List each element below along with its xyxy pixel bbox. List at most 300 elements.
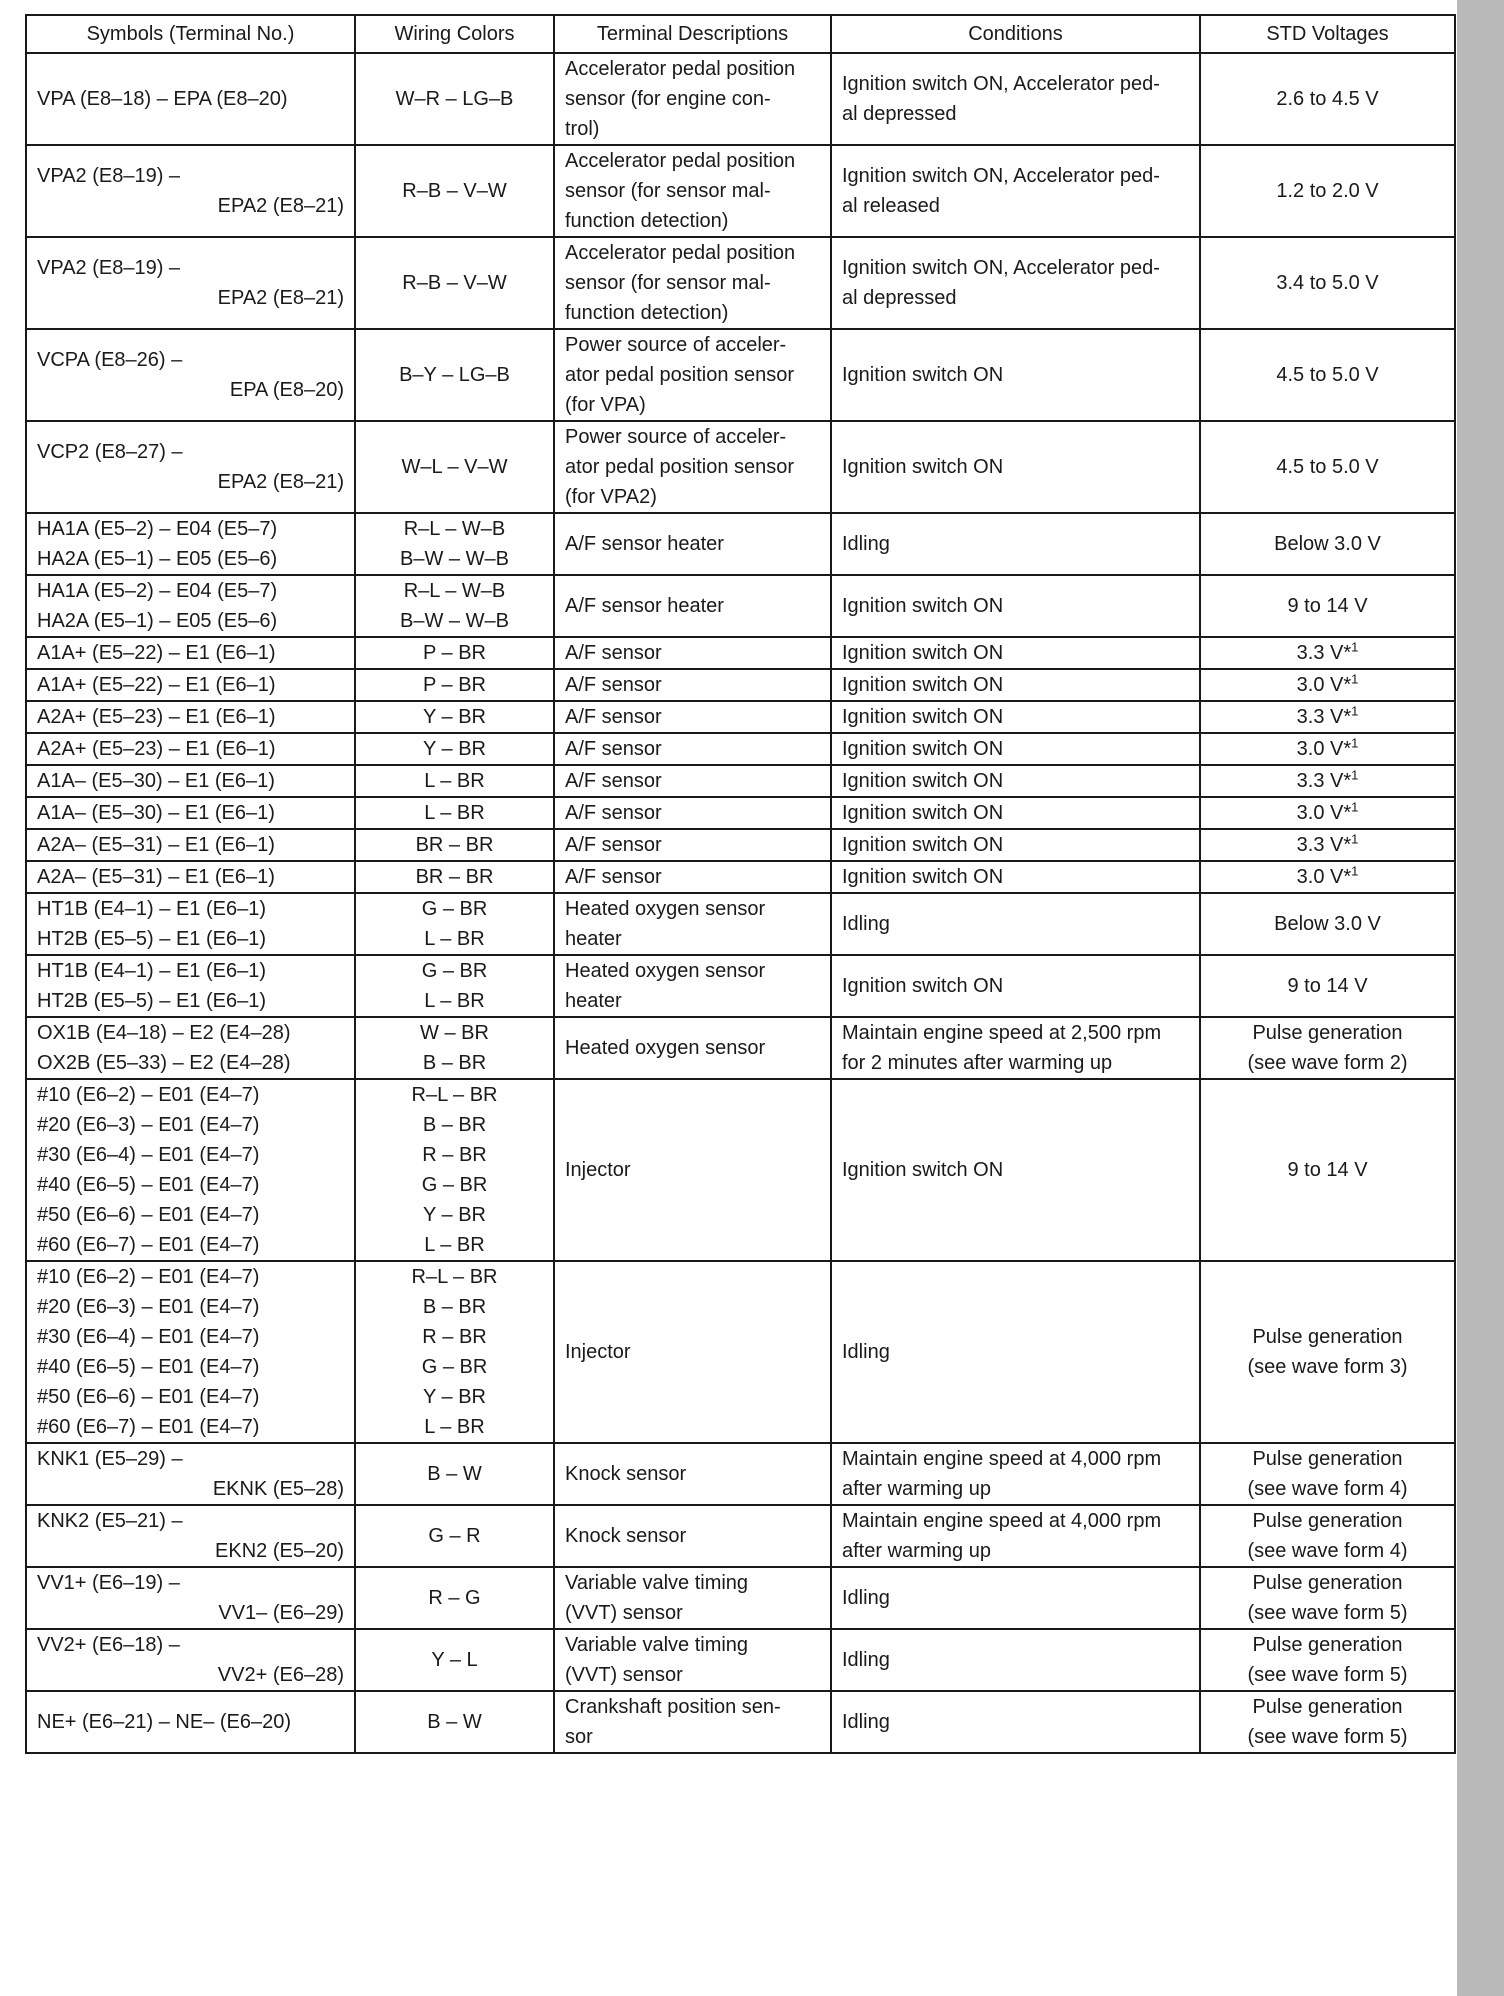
table-body [26,53,1455,1753]
wiring-colors-line: B – W [427,1711,482,1733]
wiring-colors-cell [355,955,554,1017]
footnote-marker: 1 [1351,831,1359,847]
wiring-colors-cell [355,1443,554,1505]
std-voltage-line: 3.0 V* [1296,738,1352,760]
description-line: sor [565,1726,593,1748]
conditions-line: Ignition switch ON [842,834,1004,856]
symbol-line: #10 (E6–2) – E01 (E4–7) [37,1084,260,1106]
symbol-line: HA1A (E5–2) – E04 (E5–7) [37,580,278,602]
symbol-cell [26,237,355,329]
description-cell [554,701,831,733]
wiring-colors-line: R – BR [422,1144,487,1166]
header-conditions: Conditions [831,15,1200,53]
wiring-colors-line: R – G [428,1587,481,1609]
conditions-line: Maintain engine speed at 2,500 rpm [842,1022,1162,1044]
description-cell [554,1629,831,1691]
table-row [26,575,1455,637]
footnote-marker: 1 [1351,735,1359,751]
std-voltage-cell [1200,1691,1455,1753]
std-voltage-value [1211,734,1444,764]
conditions-line: Maintain engine speed at 4,000 rpm [842,1448,1162,1470]
symbol-line: HT2B (E5–5) – E1 (E6–1) [37,928,266,950]
wiring-colors-line: B – BR [422,1052,487,1074]
std-voltage-line: (see wave form 4) [1247,1540,1408,1562]
wiring-colors-cell [355,893,554,955]
conditions-cell [831,237,1200,329]
std-voltage-value [1211,830,1444,860]
wiring-colors-line: R–L – W–B [403,580,506,602]
description-cell [554,513,831,575]
std-voltage-line: Pulse generation [1252,1634,1403,1656]
description-line: Accelerator pedal position [565,58,796,80]
symbol-cell [26,861,355,893]
wiring-colors-line: Y – L [431,1649,478,1671]
std-voltage-line: 2.6 to 4.5 V [1276,88,1379,110]
symbol-cell [26,893,355,955]
wiring-colors-cell [355,1691,554,1753]
conditions-cell [831,1017,1200,1079]
description-line: ator pedal position sensor [565,364,795,386]
conditions-line: Idling [842,1587,890,1609]
symbol-cell [26,1629,355,1691]
std-voltage-cell [1200,1505,1455,1567]
conditions-line: Ignition switch ON [842,738,1004,760]
wiring-colors-cell [355,513,554,575]
wiring-colors-line: P – BR [423,674,486,696]
header-wiring-colors: Wiring Colors [355,15,554,53]
header-terminal-descriptions: Terminal Descriptions [554,15,831,53]
symbol-line: HA2A (E5–1) – E05 (E5–6) [37,610,278,632]
std-voltage-line: (see wave form 5) [1247,1664,1408,1686]
wiring-colors-cell [355,1261,554,1443]
std-voltage-cell [1200,421,1455,513]
symbol-cell [26,797,355,829]
std-voltage-line: Pulse generation [1252,1510,1403,1532]
std-voltage-value [1211,798,1444,828]
description-cell [554,733,831,765]
conditions-line: al depressed [842,103,957,125]
description-line: A/F sensor [565,642,662,664]
symbol-cell [26,1691,355,1753]
symbol-cell [26,1261,355,1443]
footnote-marker: 1 [1351,767,1359,783]
symbol-line: #40 (E6–5) – E01 (E4–7) [37,1174,260,1196]
description-line: Heated oxygen sensor [565,1037,766,1059]
conditions-line: for 2 minutes after warming up [842,1052,1113,1074]
description-cell [554,893,831,955]
wiring-colors-line: L – BR [424,1234,485,1256]
description-cell [554,1443,831,1505]
conditions-line: Ignition switch ON [842,802,1004,824]
table-row [26,1017,1455,1079]
wiring-colors-line: G – BR [421,960,488,982]
conditions-line: Ignition switch ON, Accelerator ped- [842,165,1160,187]
description-line: A/F sensor heater [565,533,724,555]
symbol-line: A1A– (E5–30) – E1 (E6–1) [37,802,275,824]
description-cell [554,1017,831,1079]
std-voltage-line: Pulse generation [1252,1326,1403,1348]
std-voltage-line: Pulse generation [1252,1448,1403,1470]
symbol-line: VV1+ (E6–19) – [37,1572,180,1594]
description-line: A/F sensor [565,866,662,888]
description-line: Accelerator pedal position [565,242,796,264]
description-line: A/F sensor [565,738,662,760]
conditions-cell [831,575,1200,637]
wiring-colors-line: R–L – BR [411,1266,498,1288]
symbol-cell [26,53,355,145]
wiring-colors-cell [355,637,554,669]
page-edge-strip [1457,0,1504,1996]
table-row [26,329,1455,421]
description-cell [554,1261,831,1443]
conditions-line: Idling [842,533,890,555]
symbol-cell [26,637,355,669]
conditions-line: after warming up [842,1478,991,1500]
symbol-line: #60 (E6–7) – E01 (E4–7) [37,1416,260,1438]
conditions-cell [831,513,1200,575]
wiring-colors-line: BR – BR [415,834,494,856]
std-voltage-cell [1200,1567,1455,1629]
symbol-line: VPA2 (E8–19) – [37,257,181,279]
std-voltage-cell [1200,797,1455,829]
std-voltage-cell [1200,1017,1455,1079]
symbol-cell [26,575,355,637]
wiring-colors-line: Y – BR [423,1386,486,1408]
conditions-line: Ignition switch ON [842,674,1004,696]
symbol-cell [26,733,355,765]
table-row [26,513,1455,575]
symbol-cell [26,1505,355,1567]
description-line: trol) [565,118,600,140]
conditions-line: Ignition switch ON [842,866,1004,888]
table-row [26,421,1455,513]
conditions-cell [831,1691,1200,1753]
description-line: Variable valve timing [565,1634,749,1656]
std-voltage-cell [1200,1261,1455,1443]
description-cell [554,237,831,329]
description-line: ator pedal position sensor [565,456,795,478]
wiring-colors-line: L – BR [424,802,485,824]
std-voltage-cell [1200,701,1455,733]
std-voltage-cell [1200,329,1455,421]
table-row [26,733,1455,765]
wiring-colors-cell [355,145,554,237]
conditions-line: Idling [842,1649,890,1671]
symbol-line: KNK1 (E5–29) – [37,1448,183,1470]
conditions-cell [831,145,1200,237]
description-line: function detection) [565,210,729,232]
std-voltage-cell [1200,145,1455,237]
symbol-line: EKNK (E5–28) [212,1478,344,1500]
description-cell [554,861,831,893]
wiring-colors-line: L – BR [424,1416,485,1438]
conditions-cell [831,829,1200,861]
footnote-marker: 1 [1351,799,1359,815]
symbol-cell [26,1017,355,1079]
symbol-line: EPA2 (E8–21) [217,195,344,217]
symbol-line: VPA2 (E8–19) – [37,165,181,187]
description-line: A/F sensor [565,834,662,856]
std-voltage-cell [1200,765,1455,797]
description-cell [554,145,831,237]
conditions-line: after warming up [842,1540,991,1562]
wiring-colors-line: W–R – LG–B [395,88,514,110]
symbol-line: #50 (E6–6) – E01 (E4–7) [37,1386,260,1408]
conditions-line: al released [842,195,940,217]
wiring-colors-line: G – BR [421,898,488,920]
wiring-colors-line: L – BR [424,990,485,1012]
table-row [26,145,1455,237]
wiring-colors-cell [355,733,554,765]
symbol-cell [26,955,355,1017]
conditions-line: Ignition switch ON [842,975,1004,997]
table-row [26,53,1455,145]
description-line: A/F sensor [565,706,662,728]
std-voltage-cell [1200,893,1455,955]
symbol-line: #20 (E6–3) – E01 (E4–7) [37,1296,260,1318]
std-voltage-line: 1.2 to 2.0 V [1276,180,1379,202]
wiring-colors-cell [355,797,554,829]
table-header [26,15,1455,53]
description-cell [554,637,831,669]
description-cell [554,1691,831,1753]
conditions-line: Ignition switch ON [842,770,1004,792]
conditions-cell [831,861,1200,893]
std-voltage-line: Below 3.0 V [1274,533,1381,555]
description-cell [554,1505,831,1567]
std-voltage-line: (see wave form 5) [1247,1726,1408,1748]
std-voltage-value [1211,862,1444,892]
conditions-cell [831,637,1200,669]
symbol-cell [26,1567,355,1629]
symbol-line: EPA2 (E8–21) [217,471,344,493]
description-line: Injector [565,1159,631,1181]
conditions-cell [831,1629,1200,1691]
std-voltage-cell [1200,1629,1455,1691]
symbol-line: HA2A (E5–1) – E05 (E5–6) [37,548,278,570]
wiring-colors-cell [355,329,554,421]
description-cell [554,829,831,861]
symbol-line: A2A+ (E5–23) – E1 (E6–1) [37,738,276,760]
header-symbols: Symbols (Terminal No.) [26,15,355,53]
description-cell [554,1567,831,1629]
wiring-colors-line: Y – BR [423,706,486,728]
wiring-colors-line: G – R [428,1525,481,1547]
description-cell [554,765,831,797]
description-line: A/F sensor [565,770,662,792]
symbol-line: OX2B (E5–33) – E2 (E4–28) [37,1052,291,1074]
wiring-colors-line: G – BR [421,1174,488,1196]
conditions-cell [831,733,1200,765]
symbol-line: VPA (E8–18) – EPA (E8–20) [37,88,288,110]
table-row [26,893,1455,955]
wiring-colors-cell [355,53,554,145]
std-voltage-value [1211,670,1444,700]
conditions-cell [831,1079,1200,1261]
std-voltage-line: 3.3 V* [1296,706,1352,728]
description-line: Variable valve timing [565,1572,749,1594]
conditions-cell [831,701,1200,733]
header-std-voltages: STD Voltages [1200,15,1455,53]
wiring-colors-line: B–W – W–B [400,548,509,570]
symbol-cell [26,669,355,701]
footnote-marker: 1 [1351,703,1359,719]
conditions-cell [831,1443,1200,1505]
wiring-colors-line: W–L – V–W [401,456,508,478]
description-line: function detection) [565,302,729,324]
std-voltage-value [1211,638,1444,668]
std-voltage-cell [1200,1443,1455,1505]
symbol-line: #60 (E6–7) – E01 (E4–7) [37,1234,260,1256]
table-row [26,1505,1455,1567]
description-line: Accelerator pedal position [565,150,796,172]
std-voltage-cell [1200,237,1455,329]
table-row [26,955,1455,1017]
description-line: (for VPA) [565,394,646,416]
wiring-colors-line: L – BR [424,928,485,950]
std-voltage-line: 3.0 V* [1296,802,1352,824]
wiring-colors-line: Y – BR [423,1204,486,1226]
wiring-colors-line: B – BR [422,1114,487,1136]
table-row [26,861,1455,893]
symbol-line: A1A+ (E5–22) – E1 (E6–1) [37,642,276,664]
wiring-colors-line: L – BR [424,770,485,792]
conditions-line: Ignition switch ON [842,364,1004,386]
table-row [26,1629,1455,1691]
symbol-line: #10 (E6–2) – E01 (E4–7) [37,1266,260,1288]
wiring-colors-line: R–L – BR [411,1084,498,1106]
wiring-colors-cell [355,575,554,637]
wiring-colors-line: B–W – W–B [400,610,509,632]
wiring-colors-cell [355,421,554,513]
symbol-cell [26,421,355,513]
table-row [26,1079,1455,1261]
std-voltage-line: 3.4 to 5.0 V [1276,272,1379,294]
symbol-cell [26,829,355,861]
description-line: A/F sensor [565,802,662,824]
conditions-line: al depressed [842,287,957,309]
conditions-cell [831,53,1200,145]
table-row [26,669,1455,701]
conditions-cell [831,1261,1200,1443]
symbol-cell [26,765,355,797]
std-voltage-line: (see wave form 4) [1247,1478,1408,1500]
table-row [26,765,1455,797]
wiring-colors-cell [355,861,554,893]
conditions-cell [831,329,1200,421]
std-voltage-line: 3.0 V* [1296,674,1352,696]
symbol-line: #30 (E6–4) – E01 (E4–7) [37,1326,260,1348]
table-row [26,797,1455,829]
header-row [26,15,1455,53]
symbol-line: VV2+ (E6–18) – [37,1634,180,1656]
symbol-line: VCP2 (E8–27) – [37,441,183,463]
std-voltage-line: 9 to 14 V [1287,1159,1368,1181]
conditions-line: Ignition switch ON, Accelerator ped- [842,257,1160,279]
std-voltage-line: 3.3 V* [1296,770,1352,792]
description-line: sensor (for sensor mal- [565,272,771,294]
std-voltage-line: 3.0 V* [1296,866,1352,888]
std-voltage-cell [1200,575,1455,637]
std-voltage-line: Pulse generation [1252,1022,1403,1044]
description-line: Injector [565,1341,631,1363]
description-line: Knock sensor [565,1525,687,1547]
table-row [26,1567,1455,1629]
std-voltage-value [1211,766,1444,796]
description-cell [554,669,831,701]
wiring-colors-line: R – BR [422,1326,487,1348]
wiring-colors-cell [355,765,554,797]
wiring-colors-line: R–B – V–W [402,180,507,202]
conditions-cell [831,1567,1200,1629]
table-row [26,1691,1455,1753]
symbol-line: KNK2 (E5–21) – [37,1510,183,1532]
description-line: Crankshaft position sen- [565,1696,781,1718]
conditions-cell [831,669,1200,701]
description-line: sensor (for sensor mal- [565,180,771,202]
symbol-line: VV1– (E6–29) [218,1602,344,1624]
table-row [26,829,1455,861]
table-row [26,237,1455,329]
description-line: Power source of acceler- [565,426,787,448]
conditions-line: Idling [842,913,890,935]
description-line: sensor (for engine con- [565,88,771,110]
conditions-line: Ignition switch ON [842,595,1004,617]
symbol-cell [26,701,355,733]
conditions-line: Ignition switch ON, Accelerator ped- [842,73,1160,95]
description-cell [554,575,831,637]
description-cell [554,53,831,145]
wiring-colors-line: B – BR [422,1296,487,1318]
conditions-line: Idling [842,1711,890,1733]
description-cell [554,955,831,1017]
description-line: (for VPA2) [565,486,657,508]
footnote-marker: 1 [1351,671,1359,687]
symbol-line: HT1B (E4–1) – E1 (E6–1) [37,898,266,920]
symbol-line: A2A+ (E5–23) – E1 (E6–1) [37,706,276,728]
symbol-line: A1A– (E5–30) – E1 (E6–1) [37,770,275,792]
std-voltage-line: (see wave form 5) [1247,1602,1408,1624]
symbol-line: A1A+ (E5–22) – E1 (E6–1) [37,674,276,696]
description-line: heater [565,928,622,950]
table-row [26,1261,1455,1443]
conditions-cell [831,765,1200,797]
description-cell [554,329,831,421]
std-voltage-line: 3.3 V* [1296,834,1352,856]
std-voltage-line: Pulse generation [1252,1572,1403,1594]
description-line: Heated oxygen sensor [565,898,766,920]
symbol-cell [26,329,355,421]
wiring-colors-line: R–B – V–W [402,272,507,294]
std-voltage-cell [1200,829,1455,861]
symbol-line: EKN2 (E5–20) [215,1540,344,1562]
symbol-line: #20 (E6–3) – E01 (E4–7) [37,1114,260,1136]
conditions-line: Ignition switch ON [842,456,1004,478]
wiring-colors-cell [355,669,554,701]
wiring-colors-cell [355,1567,554,1629]
conditions-cell [831,955,1200,1017]
wiring-colors-cell [355,1629,554,1691]
description-line: (VVT) sensor [565,1602,683,1624]
std-voltage-cell [1200,669,1455,701]
symbol-line: HA1A (E5–2) – E04 (E5–7) [37,518,278,540]
std-voltage-line: Pulse generation [1252,1696,1403,1718]
description-line: A/F sensor heater [565,595,724,617]
std-voltage-line: (see wave form 2) [1247,1052,1408,1074]
conditions-line: Maintain engine speed at 4,000 rpm [842,1510,1162,1532]
conditions-cell [831,893,1200,955]
symbol-line: A2A– (E5–31) – E1 (E6–1) [37,866,275,888]
